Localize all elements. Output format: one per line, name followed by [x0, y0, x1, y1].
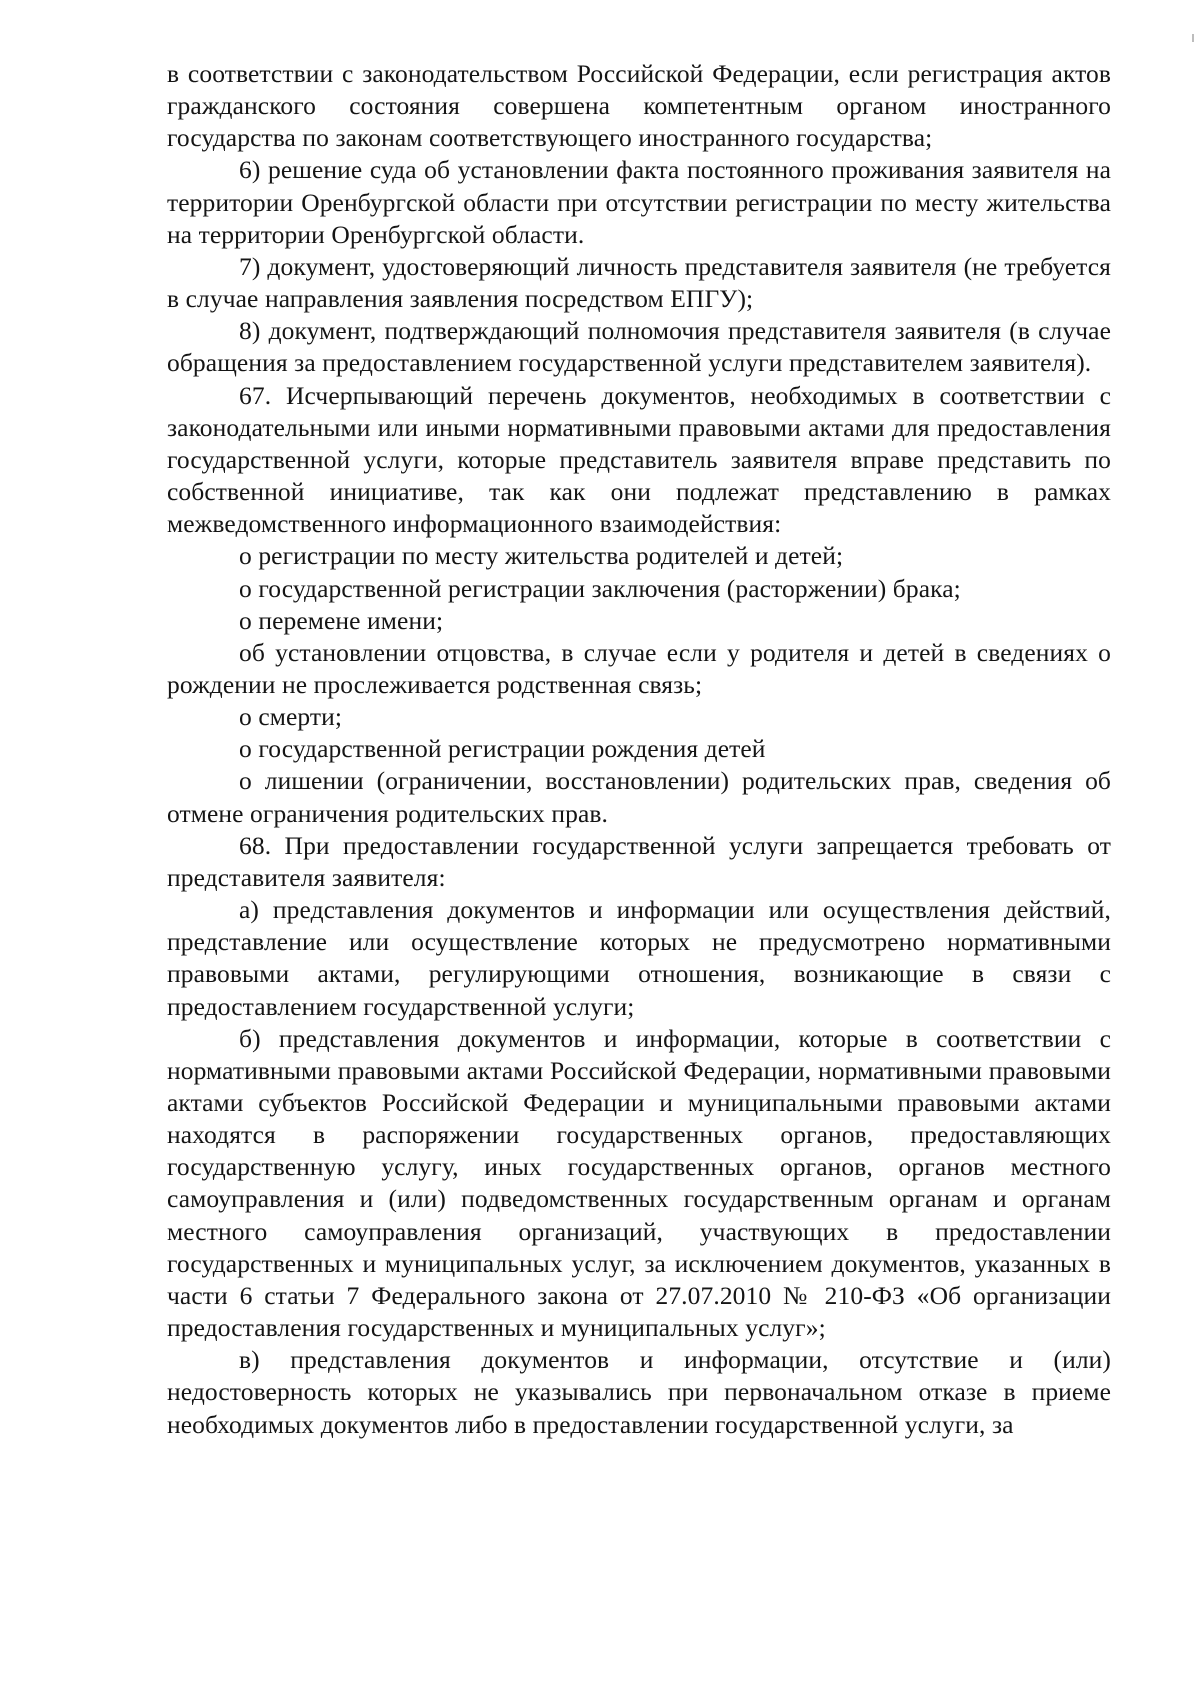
list-item-registration: о регистрации по месту жительства родителей и детей;: [239, 541, 844, 571]
paragraph-68-b: б) представления документов и информации, которые в соответствии с нормативными правовыми актами Российской Федерации, нормативными правовыми актами субъектов Российской Федерации и муниципальными правовыми актами находятся в распоряжении государственных органов, предоставляющих государственную услугу, иных государственных органов, органов местного самоуправления и (или) подведомственных государственным органам и органам местного самоуправления организаций, участвующих в предоставлении государственных и муниципальных услуг, за исключением документов, указанных в части 6 статьи 7 Федерального закона от 27.07.2010 № 210-ФЗ «Об организации предоставления государственных и муниципальных услуг»;: [167, 1023, 1111, 1343]
list-item-death: о смерти;: [239, 702, 343, 732]
paragraph-68: 68. При предоставлении государственной услуги запрещается требовать от представителя заявителя:: [167, 830, 1111, 892]
document-page: [167, 58, 1111, 1441]
list-item-marriage: о государственной регистрации заключения (расторжении) брака;: [239, 573, 961, 603]
paragraph-item-8: 8) документ, подтверждающий полномочия представителя заявителя (в случае обращения за предоставлением государственной услуги представителем заявителя).: [167, 316, 1111, 378]
list-item-name-change: о перемене имени;: [239, 605, 444, 635]
paragraph-67: 67. Исчерпывающий перечень документов, необходимых в соответствии с законодательными или иными нормативными правовыми актами для предоставления государственной услуги, которые представитель заявителя вправе представить по собственной инициативе, так как они подлежат представлению в рамках межведомственного информационного взаимодействия:: [167, 380, 1111, 539]
paragraph-68-a: а) представления документов и информации или осуществления действий, представление или осуществление которых не предусмотрено нормативными правовыми актами, регулирующими отношения, возникающие в связи с предоставлением государственной услуги;: [167, 895, 1111, 1021]
paragraph-item-7: 7) документ, удостоверяющий личность представителя заявителя (не требуется в случае направления заявления посредством ЕПГУ);: [167, 251, 1111, 314]
paragraph-68-v: в) представления документов и информации, отсутствие и (или) недостоверность которых не указывались при первоначальном отказе в приеме необходимых документов либо в предоставлении государственной услуги, за: [167, 1345, 1111, 1439]
scan-edge-mark: [1192, 34, 1194, 42]
list-item-birth: о государственной регистрации рождения детей: [239, 734, 766, 764]
list-item-paternity: об установлении отцовства, в случае если у родителя и детей в сведениях о рождении не прослеживается родственная связь;: [167, 637, 1111, 699]
paragraph-continuation: в соответствии с законодательством Российской Федерации, если регистрация актов гражданского состояния совершена компетентным органом иностранного государства по законам соответствующего иностранного государства;: [167, 59, 1111, 153]
paragraph-item-6: 6) решение суда об установлении факта постоянного проживания заявителя на территории Оренбургской области при отсутствии регистрации по месту жительства на территории Оренбургской области.: [167, 155, 1111, 249]
list-item-parental-rights: о лишении (ограничении, восстановлении) родительских прав, сведения об отмене ограничения родительских прав.: [167, 766, 1111, 828]
